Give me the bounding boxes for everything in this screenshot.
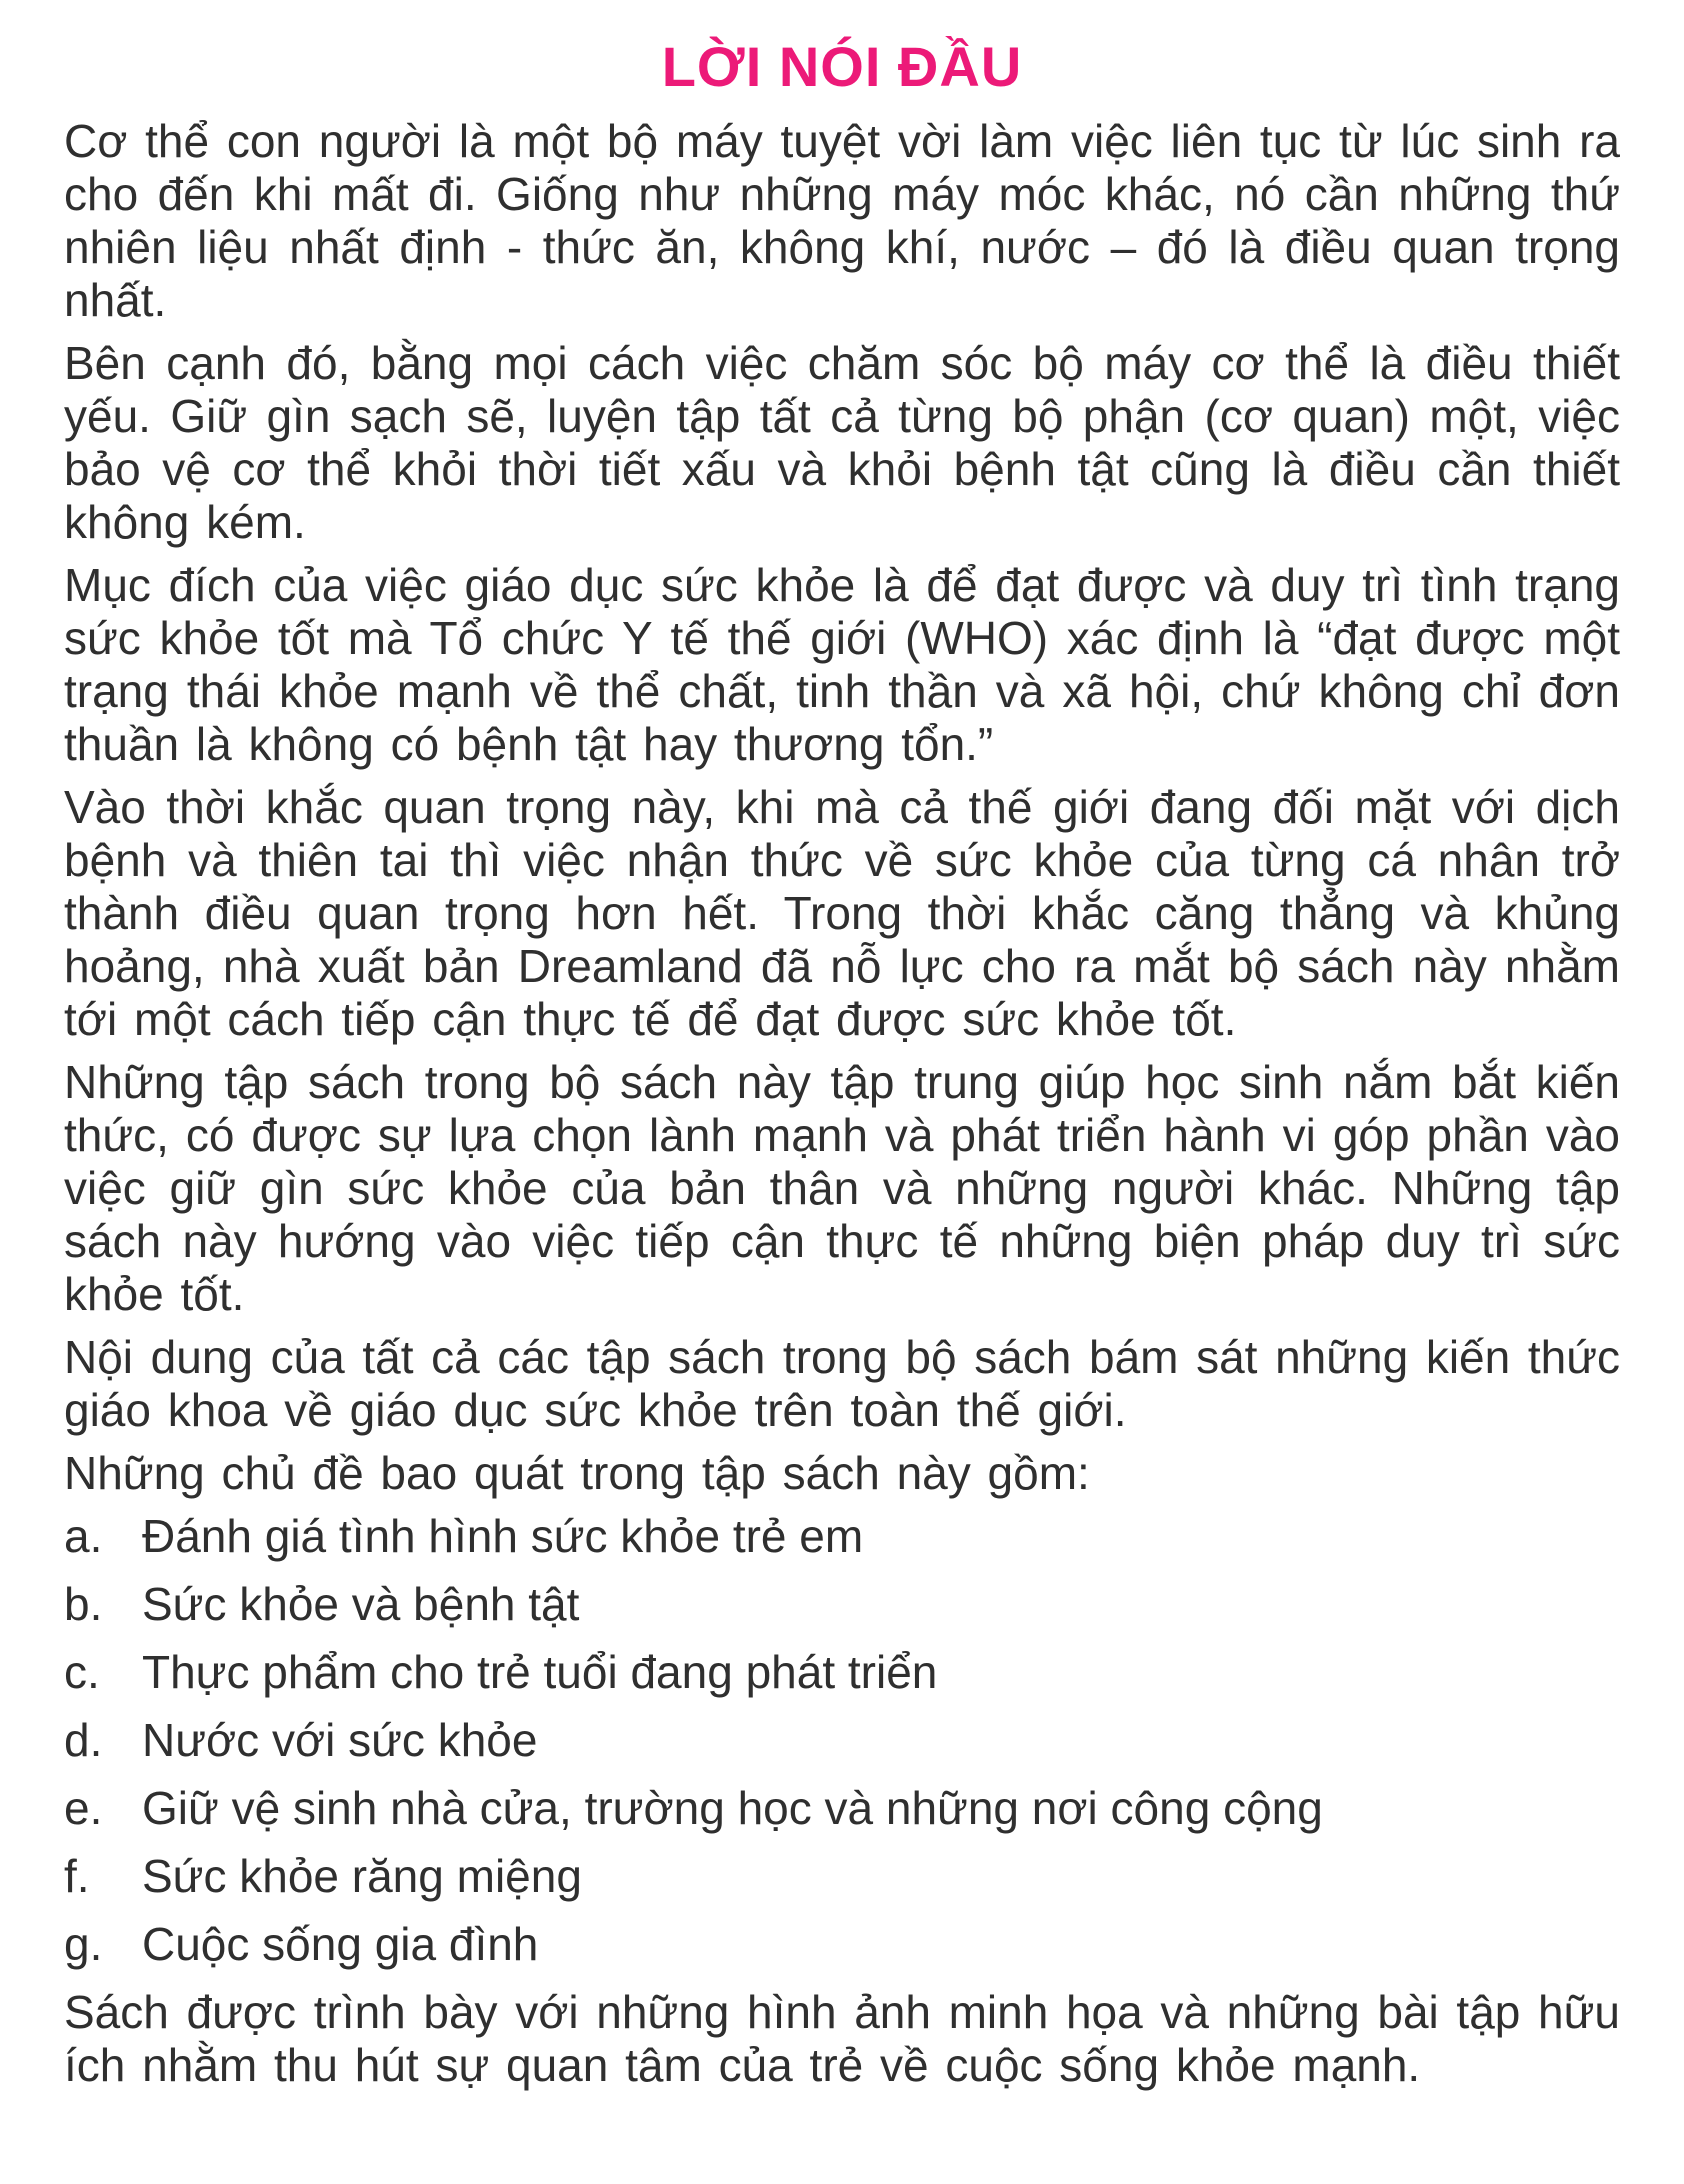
list-item-letter: d. [64, 1713, 103, 1766]
list-item-letter: a. [64, 1509, 103, 1562]
list-item [64, 1578, 1620, 1630]
paragraph-topics-intro: Những chủ đề bao quát trong tập sách này gồm: [64, 1446, 1090, 1499]
list-item [64, 1782, 1620, 1834]
paragraph-dreamland: Vào thời khắc quan trọng này, khi mà cả thế giới đang đối mặt với dịch bệnh và thiên tai thì việc nhận thức về sức khỏe của từng cá nhân trở thành điều quan trọng hơn hết. Trong thời khắc căng thẳng và khủng hoảng, nhà xuất bản Dreamland đã nỗ lực cho ra mắt bộ sách này nhằm tới một cách tiếp cận thực tế để đạt được sức khỏe tốt. [64, 780, 1620, 1045]
list-item-letter: f. [64, 1849, 90, 1902]
list-item [64, 1714, 1620, 1766]
list-item-text: Thực phẩm cho trẻ tuổi đang phát triển [142, 1645, 938, 1698]
paragraph-care: Bên cạnh đó, bằng mọi cách việc chăm sóc bộ máy cơ thể là điều thiết yếu. Giữ gìn sạch sẽ, luyện tập tất cả từng bộ phận (cơ quan) một, việc bảo vệ cơ thể khỏi thời tiết xấu và khỏi bệnh tật cũng là điều cần thiết không kém. [64, 336, 1620, 548]
list-item-text: Sức khỏe răng miệng [142, 1849, 582, 1902]
list-item [64, 1510, 1620, 1562]
list-item-text: Nước với sức khỏe [142, 1713, 538, 1766]
list-item-text: Cuộc sống gia đình [142, 1917, 539, 1970]
list-item-text: Đánh giá tình hình sức khỏe trẻ em [142, 1509, 864, 1562]
paragraph-closing: Sách được trình bày với những hình ảnh minh họa và những bài tập hữu ích nhằm thu hút sự quan tâm của trẻ về cuộc sống khỏe mạnh. [64, 1985, 1620, 2091]
list-item [64, 1918, 1620, 1970]
list-item-text: Sức khỏe và bệnh tật [142, 1577, 580, 1630]
list-item [64, 1850, 1620, 1902]
paragraph-body-machine: Cơ thể con người là một bộ máy tuyệt vời làm việc liên tục từ lúc sinh ra cho đến khi mất đi. Giống như những máy móc khác, nó cần những thứ nhiên liệu nhất định - thức ăn, không khí, nước – đó là điều quan trọng nhất. [64, 114, 1620, 326]
list-item-letter: g. [64, 1917, 103, 1970]
list-item [64, 1646, 1620, 1698]
list-item-letter: b. [64, 1577, 103, 1630]
topic-list [64, 1510, 1620, 1970]
list-item-letter: e. [64, 1781, 103, 1834]
list-item-text: Giữ vệ sinh nhà cửa, trường học và những nơi công cộng [142, 1781, 1323, 1834]
page-title: LỜI NÓI ĐẦU [661, 35, 1023, 98]
paragraph-content-basis: Nội dung của tất cả các tập sách trong bộ sách bám sát những kiến thức giáo khoa về giáo dục sức khỏe trên toàn thế giới. [64, 1330, 1620, 1436]
paragraph-who-definition: Mục đích của việc giáo dục sức khỏe là để đạt được và duy trì tình trạng sức khỏe tốt mà Tổ chức Y tế thế giới (WHO) xác định là “đạt được một trạng thái khỏe mạnh về thể chất, tinh thần và xã hội, chứ không chỉ đơn thuần là không có bệnh tật hay thương tổn.” [64, 558, 1620, 770]
paragraph-books-focus: Những tập sách trong bộ sách này tập trung giúp học sinh nắm bắt kiến thức, có được sự lựa chọn lành mạnh và phát triển hành vi góp phần vào việc giữ gìn sức khỏe của bản thân và những người khác. Những tập sách này hướng vào việc tiếp cận thực tế những biện pháp duy trì sức khỏe tốt. [64, 1055, 1620, 1320]
list-item-letter: c. [64, 1645, 100, 1698]
